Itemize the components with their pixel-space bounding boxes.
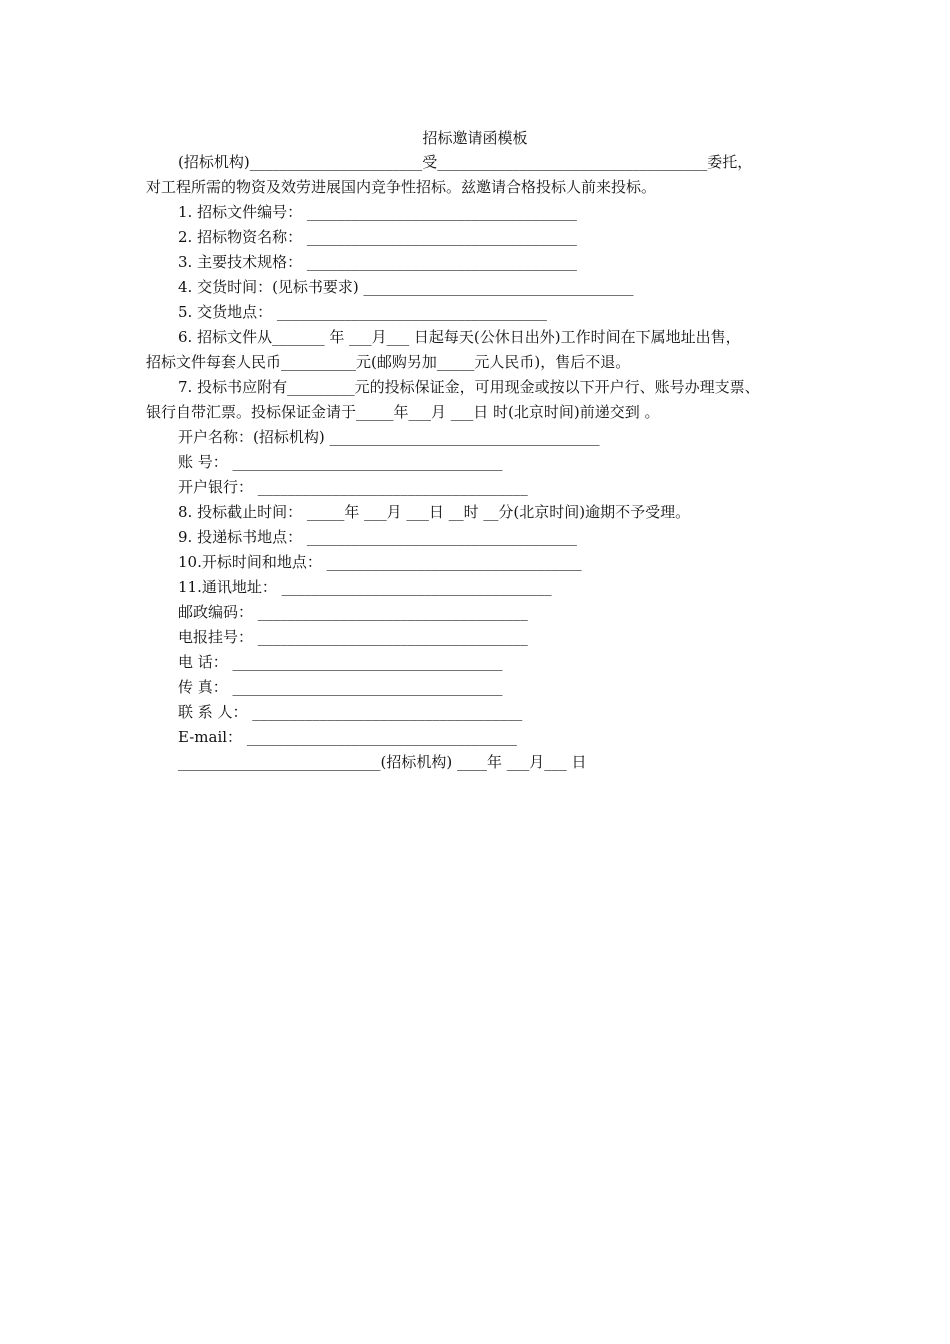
intro-line-continued: 对工程所需的物资及效劳进展国内竞争性招标。兹邀请合格投标人前来投标。 [146, 178, 657, 196]
goods-name-line: 2. 招标物资名称： ____________________________________ [178, 228, 577, 246]
telegraph-line: 电报挂号： ____________________________________ [178, 628, 528, 646]
signature-date-line: ___________________________(招标机构) ____年 ___月___ 日 [178, 753, 587, 771]
intro-line: (招标机构)_______________________受____________________________________委托， [178, 153, 753, 171]
document-title: 招标邀请函模板 [422, 129, 528, 147]
phone-line: 电 话： ____________________________________ [178, 653, 503, 671]
fax-line: 传 真： ____________________________________ [178, 678, 503, 696]
tech-spec-line: 3. 主要技术规格： ____________________________________ [178, 253, 577, 271]
tender-file-number-line: 1. 招标文件编号： ____________________________________ [178, 203, 577, 221]
bank-line: 开户银行： ____________________________________ [178, 478, 528, 496]
bid-bond-line-continued: 银行自带汇票。投标保证金请于_____年___月 ___日 时(北京时间)前递交到 。 [146, 403, 660, 421]
bid-deadline-line: 8. 投标截止时间： _____年 ___月 ___日 __时 __分(北京时间)逾期不予受理。 [178, 503, 691, 521]
bid-bond-line: 7. 投标书应附有_________元的投标保证金，可用现金或按以下开户行、账号办理支票、 [178, 378, 760, 396]
delivery-place-line: 5. 交货地点： ____________________________________ [178, 303, 547, 321]
account-number-line: 账 号： ____________________________________ [178, 453, 503, 471]
postal-code-line: 邮政编码： ____________________________________ [178, 603, 528, 621]
sale-price-line: 招标文件每套人民币__________元(邮购另加_____元人民币)，售后不退。 [146, 353, 631, 371]
sale-period-line: 6. 招标文件从_______ 年 ___月___ 日起每天(公休日出外)工作时间在下属地址出售， [178, 328, 741, 346]
contact-person-line: 联 系 人： ____________________________________ [178, 703, 523, 721]
opening-time-place-line: 10.开标时间和地点： __________________________________ [178, 553, 582, 571]
email-line: E-mail： ____________________________________ [178, 728, 517, 746]
submission-place-line: 9. 投递标书地点： ____________________________________ [178, 528, 577, 546]
delivery-time-line: 4. 交货时间：(见标书要求) ____________________________________ [178, 278, 634, 296]
account-name-line: 开户名称：(招标机构) ____________________________________ [178, 428, 600, 446]
mailing-address-line: 11.通讯地址： ____________________________________ [178, 578, 552, 596]
